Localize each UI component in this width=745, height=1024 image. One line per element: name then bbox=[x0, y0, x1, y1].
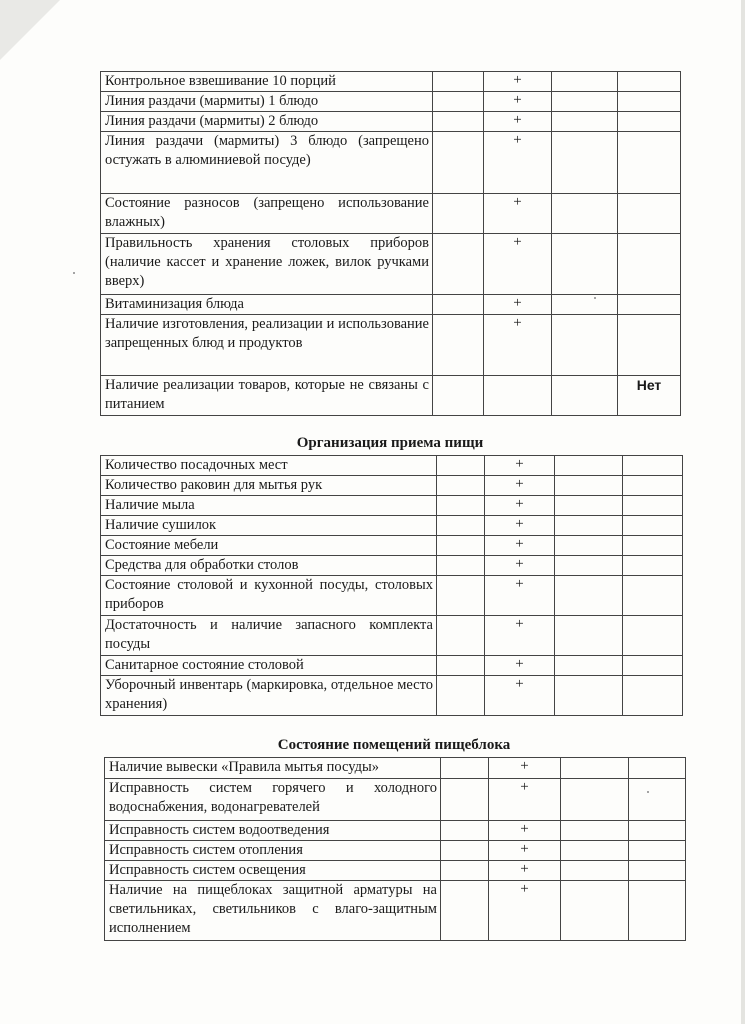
table-row bbox=[101, 656, 683, 676]
checkmark-cell: + bbox=[484, 194, 552, 234]
note-cell bbox=[618, 295, 681, 315]
empty-cell bbox=[437, 516, 485, 536]
empty-cell bbox=[555, 576, 623, 616]
empty-cell bbox=[555, 476, 623, 496]
checkmark-cell: + bbox=[489, 779, 561, 821]
empty-cell bbox=[437, 616, 485, 656]
note-cell bbox=[623, 676, 683, 716]
table-row bbox=[101, 315, 681, 376]
table-row bbox=[101, 576, 683, 616]
checkmark-cell: + bbox=[489, 881, 561, 941]
table-row bbox=[105, 841, 686, 861]
empty-cell bbox=[555, 616, 623, 656]
checkmark-cell: + bbox=[485, 456, 555, 476]
table-row bbox=[101, 132, 681, 194]
table-row bbox=[101, 556, 683, 576]
checkmark-cell: + bbox=[485, 536, 555, 556]
row-label: Уборочный инвентарь (маркировка, отдельное место хранения) bbox=[101, 676, 437, 716]
note-cell bbox=[618, 112, 681, 132]
note-cell bbox=[623, 456, 683, 476]
checklist-table-meal-organization bbox=[100, 455, 683, 716]
empty-cell bbox=[441, 881, 489, 941]
row-label: Исправность систем горячего и холодного водоснабжения, водонагревателей bbox=[105, 779, 441, 821]
table-row bbox=[105, 779, 686, 821]
note-cell bbox=[623, 536, 683, 556]
empty-cell bbox=[433, 194, 484, 234]
note-cell bbox=[618, 92, 681, 112]
empty-cell bbox=[561, 881, 629, 941]
row-label: Правильность хранения столовых приборов (наличие кассет и хранение ложек, вилок ручками вверх) bbox=[101, 234, 433, 295]
row-label: Витаминизация блюда bbox=[101, 295, 433, 315]
empty-cell bbox=[555, 516, 623, 536]
table-row bbox=[101, 376, 681, 416]
row-label: Средства для обработки столов bbox=[101, 556, 437, 576]
empty-cell bbox=[552, 132, 618, 194]
checkmark-cell: + bbox=[485, 476, 555, 496]
paper-corner-fold bbox=[0, 0, 60, 60]
row-label: Количество раковин для мытья рук bbox=[101, 476, 437, 496]
checkmark-cell: + bbox=[485, 656, 555, 676]
row-label: Наличие вывески «Правила мытья посуды» bbox=[105, 758, 441, 779]
note-cell: Нет bbox=[618, 376, 681, 416]
table-row bbox=[101, 456, 683, 476]
checkmark-cell: + bbox=[485, 616, 555, 656]
checklist-table-food-serving bbox=[100, 71, 681, 416]
checkmark-cell: + bbox=[485, 676, 555, 716]
empty-cell bbox=[552, 92, 618, 112]
table-row bbox=[101, 616, 683, 656]
table-row bbox=[101, 476, 683, 496]
empty-cell bbox=[433, 72, 484, 92]
note-cell bbox=[623, 516, 683, 536]
table-row bbox=[101, 516, 683, 536]
checkmark-cell: + bbox=[489, 861, 561, 881]
note-cell bbox=[618, 72, 681, 92]
row-label: Наличие сушилок bbox=[101, 516, 437, 536]
row-label: Состояние столовой и кухонной посуды, столовых приборов bbox=[101, 576, 437, 616]
empty-cell bbox=[441, 821, 489, 841]
scan-speck bbox=[647, 791, 649, 793]
row-label: Линия раздачи (мармиты) 2 блюдо bbox=[101, 112, 433, 132]
empty-cell bbox=[552, 315, 618, 376]
checkmark-cell: + bbox=[489, 758, 561, 779]
table-row bbox=[101, 676, 683, 716]
empty-cell bbox=[561, 779, 629, 821]
note-cell bbox=[623, 556, 683, 576]
table-row bbox=[101, 234, 681, 295]
empty-cell bbox=[555, 656, 623, 676]
empty-cell bbox=[561, 821, 629, 841]
table-row bbox=[101, 92, 681, 112]
note-cell bbox=[623, 576, 683, 616]
checkmark-cell: + bbox=[484, 295, 552, 315]
row-label: Состояние разносов (запрещено использование влажных) bbox=[101, 194, 433, 234]
empty-cell bbox=[437, 656, 485, 676]
row-label: Наличие изготовления, реализации и использование запрещенных блюд и продуктов bbox=[101, 315, 433, 376]
empty-cell bbox=[437, 556, 485, 576]
table-row bbox=[105, 758, 686, 779]
empty-cell bbox=[555, 536, 623, 556]
empty-cell bbox=[552, 72, 618, 92]
empty-cell bbox=[555, 676, 623, 716]
note-cell bbox=[623, 616, 683, 656]
empty-cell bbox=[437, 576, 485, 616]
empty-cell bbox=[441, 758, 489, 779]
checkmark-cell: + bbox=[489, 821, 561, 841]
row-label: Наличие реализации товаров, которые не связаны с питанием bbox=[101, 376, 433, 416]
empty-cell bbox=[552, 194, 618, 234]
row-label: Наличие мыла bbox=[101, 496, 437, 516]
empty-cell bbox=[552, 295, 618, 315]
checkmark-cell: + bbox=[485, 496, 555, 516]
checkmark-cell: + bbox=[485, 516, 555, 536]
checkmark-cell: + bbox=[485, 576, 555, 616]
table-row bbox=[105, 821, 686, 841]
empty-cell bbox=[555, 456, 623, 476]
empty-cell bbox=[441, 861, 489, 881]
table-row bbox=[101, 536, 683, 556]
row-label: Исправность систем водоотведения bbox=[105, 821, 441, 841]
note-cell bbox=[629, 881, 686, 941]
note-cell bbox=[629, 841, 686, 861]
empty-cell bbox=[555, 496, 623, 516]
checkmark-cell: + bbox=[484, 112, 552, 132]
empty-cell bbox=[437, 496, 485, 516]
table-row bbox=[101, 112, 681, 132]
note-cell bbox=[629, 861, 686, 881]
note-cell bbox=[629, 758, 686, 779]
row-label: Наличие на пищеблоках защитной арматуры на светильниках, светильников с влаго-защитным исполнением bbox=[105, 881, 441, 941]
table-row bbox=[101, 496, 683, 516]
row-label: Санитарное состояние столовой bbox=[101, 656, 437, 676]
paper-edge bbox=[741, 0, 745, 1024]
row-label: Исправность систем освещения bbox=[105, 861, 441, 881]
empty-cell bbox=[437, 676, 485, 716]
section-title-meal-organization: Организация приема пищи bbox=[296, 435, 484, 451]
note-cell bbox=[618, 234, 681, 295]
row-label: Линия раздачи (мармиты) 1 блюдо bbox=[101, 92, 433, 112]
note-cell bbox=[618, 194, 681, 234]
table-row bbox=[105, 881, 686, 941]
empty-cell bbox=[437, 476, 485, 496]
note-cell bbox=[623, 476, 683, 496]
table-row bbox=[105, 861, 686, 881]
note-cell bbox=[629, 821, 686, 841]
table-row bbox=[101, 194, 681, 234]
empty-cell bbox=[552, 112, 618, 132]
row-label: Линия раздачи (мармиты) 3 блюдо (запрещено остужать в алюминиевой посуде) bbox=[101, 132, 433, 194]
checkmark-cell: + bbox=[489, 841, 561, 861]
checkmark-cell bbox=[484, 376, 552, 416]
table-row bbox=[101, 72, 681, 92]
checkmark-cell: + bbox=[484, 234, 552, 295]
checkmark-cell: + bbox=[485, 556, 555, 576]
empty-cell bbox=[552, 376, 618, 416]
scan-speck bbox=[594, 297, 596, 299]
note-cell bbox=[618, 315, 681, 376]
note-cell bbox=[629, 779, 686, 821]
empty-cell bbox=[433, 112, 484, 132]
empty-cell bbox=[561, 841, 629, 861]
empty-cell bbox=[433, 234, 484, 295]
checkmark-cell: + bbox=[484, 92, 552, 112]
empty-cell bbox=[433, 376, 484, 416]
scan-speck bbox=[73, 272, 75, 274]
note-cell bbox=[618, 132, 681, 194]
empty-cell bbox=[433, 92, 484, 112]
empty-cell bbox=[433, 295, 484, 315]
empty-cell bbox=[433, 315, 484, 376]
empty-cell bbox=[555, 556, 623, 576]
empty-cell bbox=[441, 779, 489, 821]
note-cell bbox=[623, 656, 683, 676]
row-label: Количество посадочных мест bbox=[101, 456, 437, 476]
empty-cell bbox=[433, 132, 484, 194]
empty-cell bbox=[561, 758, 629, 779]
note-cell bbox=[623, 496, 683, 516]
empty-cell bbox=[441, 841, 489, 861]
empty-cell bbox=[437, 536, 485, 556]
empty-cell bbox=[561, 861, 629, 881]
row-label: Контрольное взвешивание 10 порций bbox=[101, 72, 433, 92]
row-label: Достаточность и наличие запасного комплекта посуды bbox=[101, 616, 437, 656]
empty-cell bbox=[437, 456, 485, 476]
checkmark-cell: + bbox=[484, 72, 552, 92]
row-label: Исправность систем отопления bbox=[105, 841, 441, 861]
section-title-kitchen-premises: Состояние помещений пищеблока bbox=[277, 737, 511, 753]
checkmark-cell: + bbox=[484, 315, 552, 376]
checklist-table-kitchen-premises bbox=[104, 757, 686, 941]
empty-cell bbox=[552, 234, 618, 295]
row-label: Состояние мебели bbox=[101, 536, 437, 556]
checkmark-cell: + bbox=[484, 132, 552, 194]
